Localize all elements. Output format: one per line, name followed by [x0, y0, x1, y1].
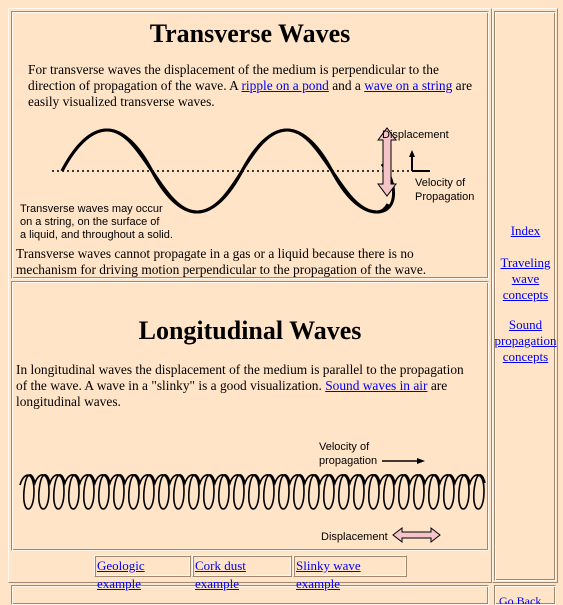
long-displacement-label: Displacement — [321, 531, 388, 543]
longitudinal-title: Longitudinal Waves — [138, 316, 362, 345]
long-displacement-arrow — [393, 528, 440, 542]
sidebar-index-link[interactable]: Index — [510, 223, 541, 238]
transverse-intro: For transverse waves the displacement of the medium is perpendicular to the direction of propagation of the wave. A ripple on a pond and a wave on a string are easily visualized transverse waves. — [28, 62, 473, 109]
geologic-example-button[interactable] — [94, 555, 191, 591]
slinky-wave-example-button[interactable] — [293, 555, 407, 591]
next-section-partial — [11, 585, 489, 605]
transverse-wave-diagram — [12, 122, 490, 242]
transverse-note-line2: on a string, on the surface of — [20, 216, 160, 228]
long-velocity-label-line1: Velocity of — [319, 441, 370, 453]
cork-dust-example-link[interactable]: Cork dust example — [195, 558, 246, 591]
transverse-explanation: Transverse waves cannot propagate in a gas or a liquid because there is no mechanism for driving motion perpendicular to the propagation of the wave. — [16, 246, 427, 277]
slinky-wave-example-link[interactable]: Slinky wave example — [296, 558, 361, 591]
sidebar-sound-propagation-link[interactable]: Sound propagation concepts — [494, 317, 557, 364]
sidebar-nav — [493, 223, 558, 365]
displacement-label: Displacement — [382, 129, 449, 141]
velocity-label-line2: Propagation — [415, 191, 475, 203]
ripple-on-pond-link[interactable]: ripple on a pond — [241, 78, 329, 93]
sidebar-traveling-wave-link[interactable]: Traveling wave concepts — [500, 255, 551, 302]
cork-dust-example-button[interactable] — [192, 555, 292, 591]
slinky-coil — [20, 475, 485, 509]
velocity-label-line1: Velocity of — [415, 177, 466, 189]
transverse-note-line1: Transverse waves may occur — [20, 203, 163, 215]
sidebar-go-back-link[interactable]: Go Back — [499, 594, 542, 605]
transverse-note-line3: a liquid, and throughout a solid. — [20, 229, 173, 241]
sound-waves-in-air-link[interactable]: Sound waves in air — [325, 378, 428, 393]
long-velocity-label-line2: propagation — [319, 455, 378, 467]
longitudinal-section — [11, 281, 489, 551]
longitudinal-wave-diagram — [12, 434, 490, 544]
longitudinal-intro: In longitudinal waves the displacement of the medium is parallel to the propagation of the wave. A wave in a "slinky" is a good visualization. Sound waves in air are longitudinal waves. — [16, 362, 464, 409]
velocity-arrow-icon — [409, 150, 430, 171]
slinky-coil-path — [20, 475, 485, 509]
sidebar-bottom-cell — [494, 585, 556, 605]
transverse-title: Transverse Waves — [149, 19, 351, 48]
long-velocity-arrow-icon — [382, 458, 425, 464]
transverse-section — [11, 11, 489, 279]
wave-on-string-link[interactable]: wave on a string — [364, 78, 453, 93]
geologic-example-link[interactable]: Geologic example — [97, 558, 145, 591]
